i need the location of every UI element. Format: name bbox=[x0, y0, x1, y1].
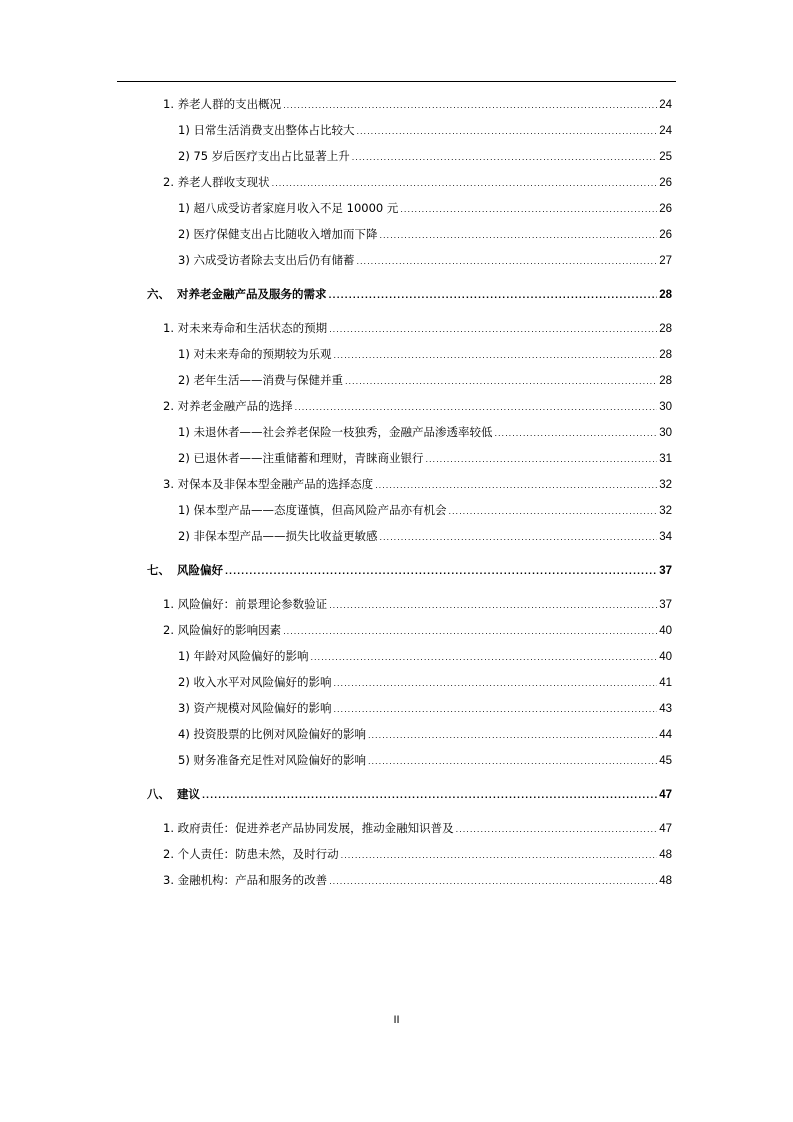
toc-entry-title: 未退休者——社会养老保险一枝独秀，金融产品渗透率较低 bbox=[193, 425, 493, 439]
toc-entry-number: 2) bbox=[178, 675, 190, 689]
toc-entry-title: 收入水平对风险偏好的影响 bbox=[193, 675, 332, 689]
toc-entry-title: 建议 bbox=[177, 787, 200, 801]
toc-entry-level2[interactable] bbox=[163, 477, 672, 493]
toc-entry-page: 28 bbox=[659, 289, 672, 301]
toc-entry-title: 投资股票的比例对风险偏好的影响 bbox=[193, 727, 366, 741]
toc-entry-number: 2) bbox=[178, 451, 190, 465]
toc-entry-level3[interactable] bbox=[178, 373, 672, 389]
toc-entry-level3[interactable] bbox=[178, 253, 672, 269]
toc-entry-level2[interactable] bbox=[163, 847, 672, 863]
toc-entry-level3[interactable] bbox=[178, 149, 672, 165]
toc-leader-dots bbox=[295, 401, 658, 415]
toc-entry-page: 30 bbox=[659, 401, 672, 413]
toc-entry-title: 年龄对风险偏好的影响 bbox=[193, 649, 309, 663]
toc-entry-level3[interactable] bbox=[178, 227, 672, 243]
toc-entry-page: 41 bbox=[659, 677, 672, 689]
toc-leader-dots bbox=[352, 151, 657, 165]
toc-leader-dots bbox=[310, 651, 657, 665]
toc-entry-level3[interactable] bbox=[178, 425, 672, 441]
toc-entry-title: 75 岁后医疗支出占比显著上升 bbox=[193, 149, 350, 163]
toc-entry-page: 31 bbox=[659, 453, 672, 465]
toc-leader-dots bbox=[356, 125, 657, 139]
toc-entry-number: 1. bbox=[163, 321, 174, 335]
toc-entry-title: 个人责任：防患未然，及时行动 bbox=[177, 847, 339, 861]
toc-leader-dots bbox=[379, 229, 657, 243]
toc-leader-dots bbox=[341, 849, 658, 863]
toc-leader-dots bbox=[329, 599, 657, 613]
toc-entry-page: 28 bbox=[659, 349, 672, 361]
toc-entry-title: 日常生活消费支出整体占比较大 bbox=[193, 123, 355, 137]
toc-entry-number: 4) bbox=[178, 727, 190, 741]
toc-leader-dots bbox=[494, 427, 657, 441]
toc-leader-dots bbox=[329, 323, 657, 337]
toc-entry-number: 1. bbox=[163, 97, 174, 111]
toc-entry-number: 5) bbox=[178, 753, 190, 767]
toc-entry-page: 34 bbox=[659, 531, 672, 543]
toc-entry-title: 超八成受访者家庭月收入不足 10000 元 bbox=[193, 201, 399, 215]
toc-entry-level1[interactable] bbox=[147, 563, 672, 579]
toc-leader-dots bbox=[333, 349, 657, 363]
toc-leader-dots bbox=[375, 479, 657, 493]
toc-leader-dots bbox=[356, 255, 657, 269]
toc-entry-number: 2. bbox=[163, 623, 174, 637]
toc-entry-level3[interactable] bbox=[178, 649, 672, 665]
toc-entry-page: 37 bbox=[659, 565, 672, 577]
toc-entry-number: 七、 bbox=[147, 563, 170, 577]
toc-entry-number: 3) bbox=[178, 701, 190, 715]
toc-entry-page: 24 bbox=[659, 99, 672, 111]
toc-leader-dots bbox=[333, 677, 657, 691]
toc-entry-title: 金融机构：产品和服务的改善 bbox=[177, 873, 328, 887]
toc-entry-level3[interactable] bbox=[178, 701, 672, 717]
toc-entry-level2[interactable] bbox=[163, 399, 672, 415]
toc-entry-number: 2) bbox=[178, 149, 190, 163]
toc-entry-level3[interactable] bbox=[178, 753, 672, 769]
toc-entry-number: 八、 bbox=[147, 787, 170, 801]
toc-entry-level2[interactable] bbox=[163, 623, 672, 639]
toc-entry-page: 26 bbox=[659, 177, 672, 189]
toc-entry-page: 32 bbox=[659, 479, 672, 491]
toc-leader-dots bbox=[329, 289, 658, 303]
toc-entry-page: 25 bbox=[659, 151, 672, 163]
toc-leader-dots bbox=[202, 789, 657, 803]
toc-entry-title: 对保本及非保本型金融产品的选择态度 bbox=[177, 477, 374, 491]
toc-entry-number: 3. bbox=[163, 873, 174, 887]
toc-leader-dots bbox=[283, 625, 657, 639]
footer-page-number: II bbox=[393, 1014, 400, 1026]
toc-entry-number: 2. bbox=[163, 399, 174, 413]
toc-entry-page: 32 bbox=[659, 505, 672, 517]
toc-entry-level2[interactable] bbox=[163, 321, 672, 337]
toc-entry-page: 24 bbox=[659, 125, 672, 137]
toc-entry-page: 40 bbox=[659, 625, 672, 637]
toc-entry-title: 医疗保健支出占比随收入增加而下降 bbox=[193, 227, 378, 241]
toc-entry-title: 已退休者——注重储蓄和理财，青睐商业银行 bbox=[193, 451, 424, 465]
toc-leader-dots bbox=[368, 755, 657, 769]
toc-entry-number: 1) bbox=[178, 201, 190, 215]
toc-entry-title: 对养老金融产品的选择 bbox=[177, 399, 293, 413]
toc-entry-number: 1) bbox=[178, 347, 190, 361]
toc-entry-title: 对未来寿命和生活状态的预期 bbox=[177, 321, 328, 335]
toc-entry-number: 1) bbox=[178, 503, 190, 517]
toc-entry-number: 2) bbox=[178, 529, 190, 543]
toc-entry-title: 养老人群的支出概况 bbox=[177, 97, 282, 111]
toc-entry-level3[interactable] bbox=[178, 451, 672, 467]
toc-entry-number: 1) bbox=[178, 425, 190, 439]
toc-leader-dots bbox=[225, 565, 657, 579]
toc-entry-number: 3) bbox=[178, 253, 190, 267]
toc-leader-dots bbox=[283, 99, 657, 113]
toc-entry-title: 对养老金融产品及服务的需求 bbox=[177, 287, 327, 301]
toc-entry-number: 1) bbox=[178, 123, 190, 137]
toc-entry-number: 2) bbox=[178, 227, 190, 241]
toc-entry-page: 48 bbox=[659, 875, 672, 887]
toc-leader-dots bbox=[379, 531, 657, 545]
toc-entry-page: 47 bbox=[659, 823, 672, 835]
toc-entry-title: 老年生活——消费与保健并重 bbox=[193, 373, 343, 387]
toc-entry-page: 27 bbox=[659, 255, 672, 267]
toc-leader-dots bbox=[345, 375, 657, 389]
toc-entry-title: 六成受访者除去支出后仍有储蓄 bbox=[193, 253, 355, 267]
toc-entry-page: 44 bbox=[659, 729, 672, 741]
toc-entry-title: 政府责任：促进养老产品协同发展，推动金融知识普及 bbox=[177, 821, 454, 835]
toc-entry-number: 2. bbox=[163, 175, 174, 189]
toc-entry-level1[interactable] bbox=[147, 787, 672, 803]
toc-entry-number: 1. bbox=[163, 821, 174, 835]
toc-leader-dots bbox=[333, 703, 657, 717]
toc-leader-dots bbox=[456, 823, 658, 837]
toc-entry-title: 非保本型产品——损失比收益更敏感 bbox=[193, 529, 378, 543]
toc-entry-title: 资产规模对风险偏好的影响 bbox=[193, 701, 332, 715]
toc-entry-title: 财务准备充足性对风险偏好的影响 bbox=[193, 753, 366, 767]
toc-entry-title: 对未来寿命的预期较为乐观 bbox=[193, 347, 332, 361]
toc-entry-level3[interactable] bbox=[178, 529, 672, 545]
toc-entry-level2[interactable] bbox=[163, 597, 672, 613]
toc-entry-level2[interactable] bbox=[163, 873, 672, 889]
toc-entry-number: 1) bbox=[178, 649, 190, 663]
toc-entry-page: 48 bbox=[659, 849, 672, 861]
toc-entry-title: 养老人群收支现状 bbox=[177, 175, 270, 189]
toc-leader-dots bbox=[329, 875, 657, 889]
toc-leader-dots bbox=[368, 729, 657, 743]
toc-entry-number: 2) bbox=[178, 373, 190, 387]
toc-entry-page: 43 bbox=[659, 703, 672, 715]
toc-entry-page: 47 bbox=[659, 789, 672, 801]
toc-entry-title: 保本型产品——态度谨慎，但高风险产品亦有机会 bbox=[193, 503, 447, 517]
toc-entry-level2[interactable] bbox=[163, 821, 672, 837]
toc-entry-number: 1. bbox=[163, 597, 174, 611]
toc-leader-dots bbox=[400, 203, 657, 217]
toc-entry-level2[interactable] bbox=[163, 97, 672, 113]
toc-leader-dots bbox=[272, 177, 658, 191]
toc-entry-title: 风险偏好的影响因素 bbox=[177, 623, 282, 637]
toc-entry-title: 风险偏好 bbox=[177, 563, 223, 577]
toc-entry-page: 28 bbox=[659, 323, 672, 335]
toc-entry-page: 30 bbox=[659, 427, 672, 439]
toc-entry-level3[interactable] bbox=[178, 347, 672, 363]
header-rule bbox=[117, 81, 676, 82]
toc-entry-level3[interactable] bbox=[178, 727, 672, 743]
toc-entry-level3[interactable] bbox=[178, 201, 672, 217]
toc-entry-number: 3. bbox=[163, 477, 174, 491]
toc-entry-page: 40 bbox=[659, 651, 672, 663]
toc-entry-number: 2. bbox=[163, 847, 174, 861]
toc-entry-level3[interactable] bbox=[178, 123, 672, 139]
toc-entry-level3[interactable] bbox=[178, 503, 672, 519]
toc-entry-page: 26 bbox=[659, 203, 672, 215]
toc-entry-page: 45 bbox=[659, 755, 672, 767]
toc-entry-level2[interactable] bbox=[163, 175, 672, 191]
toc-entry-page: 37 bbox=[659, 599, 672, 611]
toc-leader-dots bbox=[425, 453, 657, 467]
toc-entry-page: 28 bbox=[659, 375, 672, 387]
toc-entry-number: 六、 bbox=[147, 287, 170, 301]
toc-entry-level3[interactable] bbox=[178, 675, 672, 691]
toc-leader-dots bbox=[448, 505, 657, 519]
toc-entry-title: 风险偏好：前景理论参数验证 bbox=[177, 597, 328, 611]
toc-entry-page: 26 bbox=[659, 229, 672, 241]
toc-entry-level1[interactable] bbox=[147, 287, 672, 303]
